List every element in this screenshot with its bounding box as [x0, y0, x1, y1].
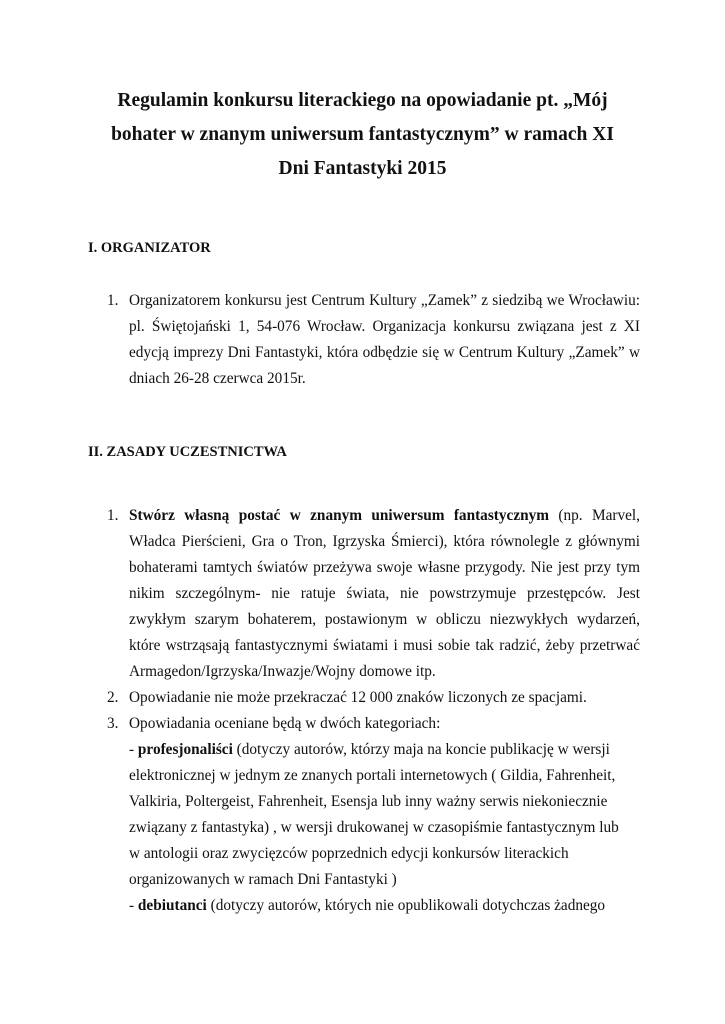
- inline-text: (dotyczy autorów, których nie opublikowali dotychczas żadnego: [206, 897, 606, 914]
- section-heading-organizator: I. ORGANIZATOR: [88, 240, 211, 256]
- organizator-list: [88, 288, 640, 392]
- paragraph-line: [129, 503, 640, 529]
- paragraph-line: edycją imprezy Dni Fantastyki, która odbędzie się w Centrum Kultury „Zamek” w: [129, 344, 640, 361]
- paragraph-line: Władca Pierścieni, Gra o Tron, Igrzyska Śmierci), która równolegle z głównymi: [129, 533, 640, 550]
- paragraph-line: bohaterami tamtych światów przeżywa swoje własne przygody. Nie jest przy tym: [129, 559, 640, 576]
- category-line: [129, 737, 640, 763]
- title-line-2: bohater w znanym uniwersum fantastycznym” w ramach XI: [111, 124, 614, 145]
- paragraph-line: które wstrząsają fantastycznymi światami i musi sobie tak radzić, żeby przetrwać: [129, 637, 640, 654]
- paragraph-line: pl. Świętojański 1, 54-076 Wrocław. Organizacja konkursu związana jest z XI: [129, 318, 640, 335]
- paragraph-line: Armagedon/Igrzyska/Inwazje/Wojny domowe itp.: [129, 663, 436, 680]
- inline-text: (np. Marvel,: [549, 507, 640, 524]
- paragraph-line: Organizatorem konkursu jest Centrum Kultury „Zamek” z siedzibą we Wrocławiu:: [129, 292, 640, 309]
- paragraph-line: związany z fantastyka) , w wersji drukowanej w czasopiśmie fantastycznym lub: [129, 819, 619, 836]
- paragraph-line: elektronicznej w jednym ze znanych portali internetowych ( Gildia, Fahrenheit,: [129, 767, 616, 784]
- list-number: 1.: [107, 507, 119, 524]
- list-item: [88, 685, 640, 711]
- list-item: [88, 503, 640, 685]
- title-line-3: Dni Fantastyki 2015: [278, 158, 447, 179]
- document-title: [90, 84, 635, 186]
- category-name-professionals: profesjonaliści: [137, 741, 233, 758]
- list-number: 3.: [107, 715, 119, 732]
- emphasis-text: Stwórz własną postać w znanym uniwersum fantastycznym: [129, 507, 550, 524]
- title-line-1: Regulamin konkursu literackiego na opowiadanie pt. „Mój: [117, 90, 608, 111]
- dash: -: [129, 741, 138, 758]
- list-number: 2.: [107, 689, 119, 706]
- paragraph-line: Opowiadania oceniane będą w dwóch kategoriach:: [129, 715, 441, 732]
- paragraph-line: w antologii oraz zwycięzców poprzednich edycji konkursów literackich: [129, 845, 569, 862]
- list-item: [88, 288, 640, 392]
- paragraph-line: Opowiadanie nie może przekraczać 12 000 znaków liczonych ze spacjami.: [129, 689, 587, 706]
- paragraph-line: dniach 26-28 czerwca 2015r.: [129, 370, 306, 387]
- dash: -: [129, 897, 138, 914]
- zasady-list: [88, 503, 640, 919]
- paragraph-line: nikim szczególnym- nie ratuje świata, nie powstrzymuje przestępców. Jest: [129, 585, 640, 602]
- category-line: [129, 893, 640, 919]
- paragraph-line: Valkiria, Poltergeist, Fahrenheit, Esensja lub inny ważny serwis niekoniecznie: [129, 793, 608, 810]
- paragraph-line: zwykłym szarym bohaterem, postawionym w obliczu niezwykłych wydarzeń,: [129, 611, 640, 628]
- category-name-debutants: debiutanci: [137, 897, 207, 914]
- paragraph-line: organizowanych w ramach Dni Fantastyki ): [129, 871, 397, 888]
- list-item: [88, 711, 640, 919]
- section-heading-zasady: II. ZASADY UCZESTNICTWA: [88, 444, 287, 460]
- inline-text: (dotyczy autorów, którzy maja na koncie publikację w wersji: [232, 741, 610, 758]
- list-number: 1.: [107, 292, 119, 309]
